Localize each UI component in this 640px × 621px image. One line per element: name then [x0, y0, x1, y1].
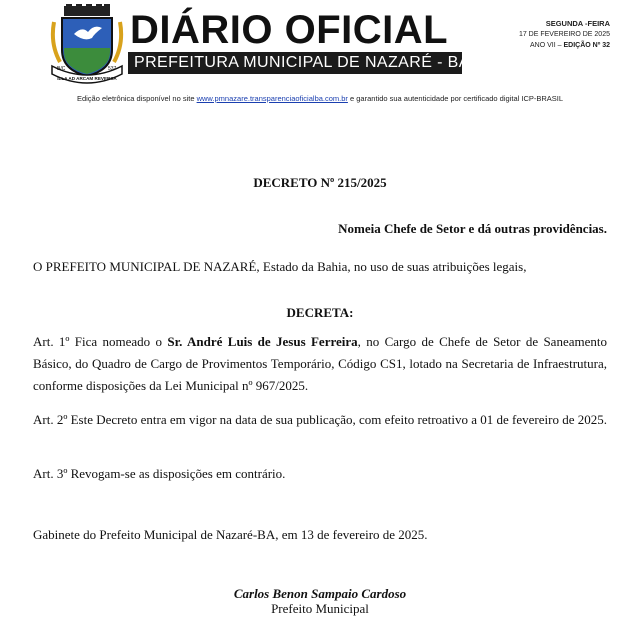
article-1-prefix: Art. 1º Fica nomeado o: [33, 334, 168, 349]
municipal-crest-logo: [50, 4, 124, 86]
authenticity-notice: [0, 94, 640, 103]
decree-title: DECRETO Nº 215/2025: [253, 175, 387, 190]
edition-info: [519, 18, 610, 51]
notice-prefix: Edição eletrônica disponível no site: [76, 94, 197, 103]
edition-number: EDIÇÃO Nº 32: [563, 42, 610, 49]
article-1-text: , no Cargo de Chefe de Setor de Saneamento Básico, do Quadro de Cargo de Provimentos Temporário, Código CS1, lotado na Secretaria de Infraestrutura, conforme disposições da Lei Municipal nº 967/2025.: [33, 334, 607, 393]
edition-separator: –: [555, 42, 564, 49]
decree-ementa: Nomeia Chefe de Setor e dá outras providências.: [338, 221, 607, 236]
article-3: Art. 3º Revogam-se as disposições em contrário.: [33, 466, 286, 481]
edition-number-line: [519, 40, 610, 51]
article-2: Art. 2º Este Decreto entra em vigor na data de sua publicação, com efeito retroativo a 01 de fevereiro de 2025.: [33, 412, 607, 427]
signer-name: Carlos Benon Sampaio Cardoso: [233, 586, 407, 601]
decreta-heading: DECRETA:: [286, 305, 354, 320]
notice-suffix: e garantido sua autenticidade por certificado digital ICP-BRASIL: [347, 94, 564, 103]
crest-ribbon-left: B/C: [57, 66, 66, 72]
signer-role: Prefeito Municipal: [271, 601, 369, 616]
article-1: [33, 331, 607, 397]
edition-year: ANO VII: [530, 42, 556, 49]
appointee-name: Sr. André Luis de Jesus Ferreira: [167, 334, 358, 349]
edition-date: 17 DE FEVEREIRO DE 2025: [518, 31, 610, 38]
masthead-subtitle: PREFEITURA MUNICIPAL DE NAZARÉ - BA: [128, 52, 462, 74]
decree-preamble: O PREFEITO MUNICIPAL DE NAZARÉ, Estado da Bahia, no uso de suas atribuições legais,: [33, 259, 527, 274]
crest-ribbon-right: 537: [108, 66, 117, 72]
closing-line: Gabinete do Prefeito Municipal de Nazaré-BA, em 13 de fevereiro de 2025.: [33, 527, 428, 542]
masthead-title: DIÁRIO OFICIAL: [130, 8, 449, 52]
signature-block: [33, 586, 607, 616]
edition-weekday: SEGUNDA -FEIRA: [545, 19, 610, 28]
crest-motto: ILLA AD ARCAM REVERSA: [57, 76, 117, 81]
portal-link[interactable]: www.pmnazare.transparenciaoficialba.com.br: [196, 94, 348, 103]
